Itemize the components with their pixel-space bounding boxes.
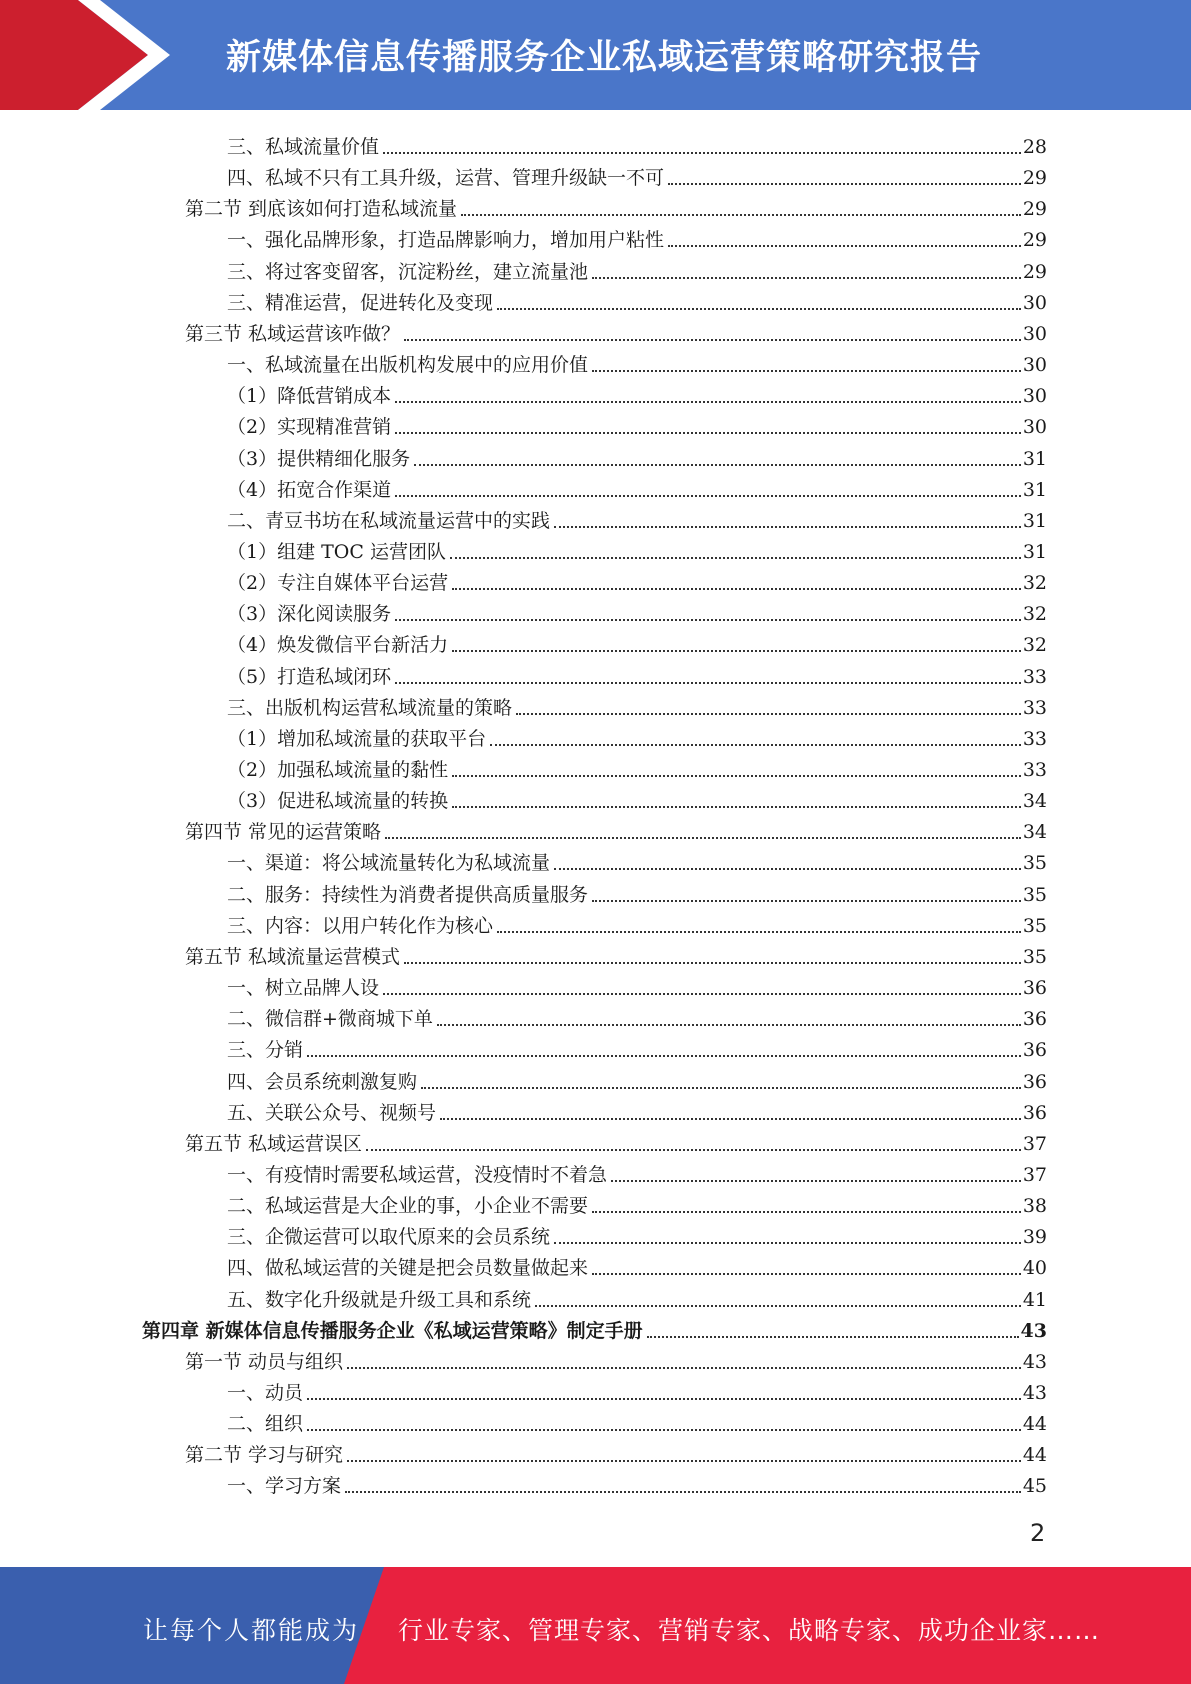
- toc-entry[interactable]: [227, 221, 1047, 252]
- toc-dot-leader: [452, 650, 1021, 652]
- toc-entry-page: 31: [1022, 540, 1047, 563]
- toc-entry-title: 二、微信群+微商城下单: [227, 1008, 433, 1031]
- toc-dot-leader: [383, 993, 1021, 995]
- toc-entry-page: 44: [1022, 1444, 1047, 1467]
- footer-slogan-left: 让每个人都能成为: [143, 1616, 360, 1645]
- toc-entry-title: 一、私域流量在出版机构发展中的应用价值: [227, 354, 589, 377]
- toc-entry[interactable]: [142, 1312, 1047, 1343]
- toc-entry[interactable]: [227, 1249, 1047, 1280]
- toc-entry-title: 四、私域不只有工具升级，运营、管理升级缺一不可: [227, 167, 665, 190]
- toc-dot-leader: [347, 1460, 1021, 1462]
- toc-entry-page: 30: [1022, 322, 1047, 345]
- toc-entry-title: 三、分销: [227, 1039, 304, 1062]
- toc-dot-leader: [307, 1055, 1021, 1057]
- toc-dot-leader: [452, 775, 1021, 777]
- toc-entry-title: （4）拓宽合作渠道: [227, 478, 392, 501]
- toc-entry-page: 36: [1022, 1039, 1047, 1062]
- toc-entry-title: 第二节 学习与研究: [185, 1444, 344, 1467]
- toc-entry-title: 第一节 动员与组织: [185, 1350, 344, 1373]
- toc-entry[interactable]: [227, 284, 1047, 315]
- toc-entry-page: 32: [1022, 634, 1047, 657]
- toc-entry-title: 五、关联公众号、视频号: [227, 1101, 437, 1124]
- toc-entry[interactable]: [227, 502, 1047, 533]
- toc-entry-title: （1）增加私域流量的获取平台: [227, 727, 487, 750]
- toc-dot-leader: [592, 370, 1021, 372]
- toc-entry-page: 30: [1022, 385, 1047, 408]
- toc-entry-page: 31: [1022, 478, 1047, 501]
- toc-entry-title: 一、学习方案: [227, 1475, 342, 1498]
- toc-entry-title: 一、渠道：将公域流量转化为私域流量: [227, 852, 551, 875]
- toc-entry-title: （4）焕发微信平台新活力: [227, 634, 449, 657]
- toc-dot-leader: [414, 464, 1021, 466]
- toc-entry-page: 32: [1022, 603, 1047, 626]
- toc-entry[interactable]: [227, 658, 1047, 689]
- toc-entry-title: 五、数字化升级就是升级工具和系统: [227, 1288, 532, 1311]
- toc-entry-page: 40: [1022, 1257, 1047, 1280]
- toc-entry-page: 43: [1022, 1350, 1047, 1373]
- toc-entry[interactable]: [227, 1094, 1047, 1125]
- toc-entry-page: 30: [1022, 291, 1047, 314]
- toc-entry-page: 36: [1022, 1008, 1047, 1031]
- toc-entry-page: 45: [1022, 1475, 1047, 1498]
- toc-entry[interactable]: [227, 969, 1047, 1000]
- header-banner: [0, 0, 1191, 110]
- toc-entry[interactable]: [227, 1467, 1047, 1498]
- toc-entry-page: 33: [1022, 727, 1047, 750]
- toc-entry-title: 四、做私域运营的关键是把会员数量做起来: [227, 1257, 589, 1280]
- toc-entry-page: 35: [1022, 883, 1047, 906]
- toc-entry[interactable]: [227, 1063, 1047, 1094]
- toc-entry-title: （3）提供精细化服务: [227, 447, 411, 470]
- toc-entry-page: 29: [1022, 260, 1047, 283]
- toc-entry[interactable]: [185, 1436, 1047, 1467]
- toc-entry-title: 三、私域流量价值: [227, 136, 380, 158]
- toc-entry-title: （2）实现精准营销: [227, 416, 392, 439]
- toc-entry[interactable]: [227, 128, 1047, 159]
- toc-dot-leader: [490, 744, 1021, 746]
- toc-dot-leader: [345, 1491, 1021, 1493]
- toc-entry[interactable]: [185, 1125, 1047, 1156]
- toc-entry[interactable]: [227, 720, 1047, 751]
- toc-entry-page: 31: [1022, 509, 1047, 532]
- toc-entry-page: 30: [1022, 416, 1047, 439]
- toc-dot-leader: [404, 962, 1021, 964]
- toc-entry[interactable]: [227, 377, 1047, 408]
- toc-entry-page: 43: [1020, 1319, 1047, 1342]
- toc-dot-leader: [452, 806, 1021, 808]
- toc-dot-leader: [647, 1336, 1019, 1338]
- toc-entry[interactable]: [227, 1156, 1047, 1187]
- toc-entry-title: 一、树立品牌人设: [227, 977, 380, 1000]
- toc-entry-title: 三、内容：以用户转化作为核心: [227, 914, 494, 937]
- toc-entry-title: 一、有疫情时需要私域运营，没疫情时不着急: [227, 1163, 608, 1186]
- toc-dot-leader: [450, 557, 1021, 559]
- toc-entry[interactable]: [227, 253, 1047, 284]
- toc-dot-leader: [592, 1211, 1021, 1213]
- toc-entry-title: 第五节 私域流量运营模式: [185, 945, 401, 968]
- toc-dot-leader: [535, 1305, 1021, 1307]
- toc-entry-title: 四、会员系统刺激复购: [227, 1070, 418, 1093]
- toc-entry-title: 第四章 新媒体信息传播服务企业《私域运营策略》制定手册: [142, 1319, 643, 1342]
- toc-entry-title: 第五节 私域运营误区: [185, 1132, 363, 1155]
- toc-entry-page: 32: [1022, 572, 1047, 595]
- toc-entry[interactable]: [227, 1405, 1047, 1436]
- toc-dot-leader: [307, 1398, 1021, 1400]
- toc-entry[interactable]: [227, 782, 1047, 813]
- toc-entry-title: （5）打造私域闭环: [227, 665, 392, 688]
- toc-entry-page: 29: [1022, 167, 1047, 190]
- toc-entry-page: 29: [1022, 198, 1047, 221]
- toc-dot-leader: [592, 277, 1021, 279]
- toc-entry[interactable]: [227, 595, 1047, 626]
- toc-entry[interactable]: [227, 471, 1047, 502]
- toc-entry[interactable]: [227, 626, 1047, 657]
- toc-entry-title: 二、私域运营是大企业的事，小企业不需要: [227, 1195, 589, 1218]
- toc-entry-page: 44: [1022, 1413, 1047, 1436]
- toc-entry-title: 二、服务：持续性为消费者提供高质量服务: [227, 883, 589, 906]
- toc-dot-leader: [452, 588, 1021, 590]
- toc-entry[interactable]: [227, 689, 1047, 720]
- toc-entry-page: 36: [1022, 1070, 1047, 1093]
- toc-entry-page: 34: [1022, 790, 1047, 813]
- toc-dot-leader: [440, 1118, 1021, 1120]
- toc-dot-leader: [347, 1367, 1021, 1369]
- toc-entry-page: 28: [1022, 136, 1047, 158]
- toc-dot-leader: [395, 682, 1021, 684]
- toc-entry[interactable]: [227, 533, 1047, 564]
- toc-entry-page: 34: [1022, 821, 1047, 844]
- toc-dot-leader: [668, 183, 1021, 185]
- toc-dot-leader: [554, 526, 1021, 528]
- footer-slogan-right: 行业专家、管理专家、营销专家、战略专家、成功企业家……: [398, 1616, 1101, 1645]
- toc-dot-leader: [404, 339, 1021, 341]
- toc-entry-title: 三、将过客变留客，沉淀粉丝，建立流量池: [227, 260, 589, 283]
- toc-entry-page: 35: [1022, 914, 1047, 937]
- toc-dot-leader: [497, 308, 1021, 310]
- toc-dot-leader: [461, 214, 1021, 216]
- toc-entry[interactable]: [227, 408, 1047, 439]
- toc-dot-leader: [516, 713, 1021, 715]
- toc-entry-title: 第三节 私域运营该咋做？: [185, 322, 401, 345]
- toc-entry-title: 一、强化品牌形象，打造品牌影响力，增加用户粘性: [227, 229, 665, 252]
- toc-entry[interactable]: [185, 938, 1047, 969]
- toc-entry[interactable]: [227, 159, 1047, 190]
- toc-entry-title: （1）组建 TOC 运营团队: [227, 540, 446, 563]
- toc-entry[interactable]: [185, 190, 1047, 221]
- toc-dot-leader: [554, 1242, 1021, 1244]
- toc-entry-title: 一、动员: [227, 1382, 304, 1404]
- toc-entry-title: 三、企微运营可以取代原来的会员系统: [227, 1226, 551, 1249]
- toc-dot-leader: [611, 1180, 1021, 1182]
- toc-entry-title: 三、出版机构运营私域流量的策略: [227, 696, 513, 719]
- toc-entry[interactable]: [227, 751, 1047, 782]
- toc-dot-leader: [497, 931, 1021, 933]
- toc-entry-title: （2）专注自媒体平台运营: [227, 572, 449, 595]
- toc-entry[interactable]: [227, 1281, 1047, 1312]
- toc-dot-leader: [395, 495, 1021, 497]
- toc-entry-page: 41: [1022, 1288, 1047, 1311]
- toc-entry-title: （2）加强私域流量的黏性: [227, 759, 449, 781]
- toc-entry[interactable]: [185, 1343, 1047, 1374]
- toc-entry[interactable]: [185, 813, 1047, 844]
- toc-entry[interactable]: [185, 315, 1047, 346]
- toc-dot-leader: [437, 1024, 1021, 1026]
- toc-entry[interactable]: [227, 876, 1047, 907]
- toc-entry-title: （3）促进私域流量的转换: [227, 790, 449, 813]
- toc-entry-page: 30: [1022, 354, 1047, 377]
- toc-dot-leader: [395, 432, 1021, 434]
- toc-entry[interactable]: [227, 564, 1047, 595]
- toc-dot-leader: [383, 152, 1021, 154]
- toc-entry-page: 31: [1022, 447, 1047, 470]
- toc-dot-leader: [395, 401, 1021, 403]
- toc-dot-leader: [668, 245, 1021, 247]
- footer-banner: [0, 1567, 1191, 1684]
- toc-dot-leader: [592, 1273, 1021, 1275]
- document-title: 新媒体信息传播服务企业私域运营策略研究报告: [226, 38, 983, 78]
- toc-dot-leader: [385, 837, 1021, 839]
- toc-entry-title: 三、精准运营，促进转化及变现: [227, 291, 494, 314]
- page-number: 2: [1030, 1519, 1046, 1547]
- toc-entry-title: （3）深化阅读服务: [227, 603, 392, 626]
- toc-entry[interactable]: [227, 1000, 1047, 1031]
- toc-entry-title: 二、组织: [227, 1413, 304, 1436]
- toc-dot-leader: [366, 1149, 1021, 1151]
- toc-entry-page: 38: [1022, 1195, 1047, 1218]
- toc-entry-page: 33: [1022, 759, 1047, 781]
- toc-entry[interactable]: [227, 1374, 1047, 1405]
- toc-entry[interactable]: [227, 1031, 1047, 1062]
- toc-entry-page: 35: [1022, 852, 1047, 875]
- toc-entry-title: 第二节 到底该如何打造私域流量: [185, 198, 458, 221]
- toc-entry[interactable]: [227, 1187, 1047, 1218]
- toc-entry-page: 43: [1022, 1382, 1047, 1404]
- toc-dot-leader: [592, 900, 1021, 902]
- toc-entry[interactable]: [227, 907, 1047, 938]
- toc-entry-page: 33: [1022, 696, 1047, 719]
- toc-entry-page: 33: [1022, 665, 1047, 688]
- toc-entry-page: 36: [1022, 977, 1047, 1000]
- toc-entry-page: 36: [1022, 1101, 1047, 1124]
- toc-entry-page: 37: [1022, 1163, 1047, 1186]
- toc-dot-leader: [421, 1087, 1021, 1089]
- toc-entry-page: 35: [1022, 945, 1047, 968]
- toc-dot-leader: [395, 619, 1021, 621]
- toc-dot-leader: [307, 1429, 1021, 1431]
- toc-dot-leader: [554, 868, 1021, 870]
- toc-entry[interactable]: [227, 1218, 1047, 1249]
- toc-entry-title: （1）降低营销成本: [227, 385, 392, 408]
- toc-entry-title: 二、青豆书坊在私域流量运营中的实践: [227, 509, 551, 532]
- toc-entry-title: 第四节 常见的运营策略: [185, 821, 382, 844]
- toc-entry[interactable]: [227, 346, 1047, 377]
- toc-entry[interactable]: [227, 844, 1047, 875]
- toc-entry-page: 29: [1022, 229, 1047, 252]
- toc-entry[interactable]: [227, 440, 1047, 471]
- toc-entry-page: 37: [1022, 1132, 1047, 1155]
- toc-entry-page: 39: [1022, 1226, 1047, 1249]
